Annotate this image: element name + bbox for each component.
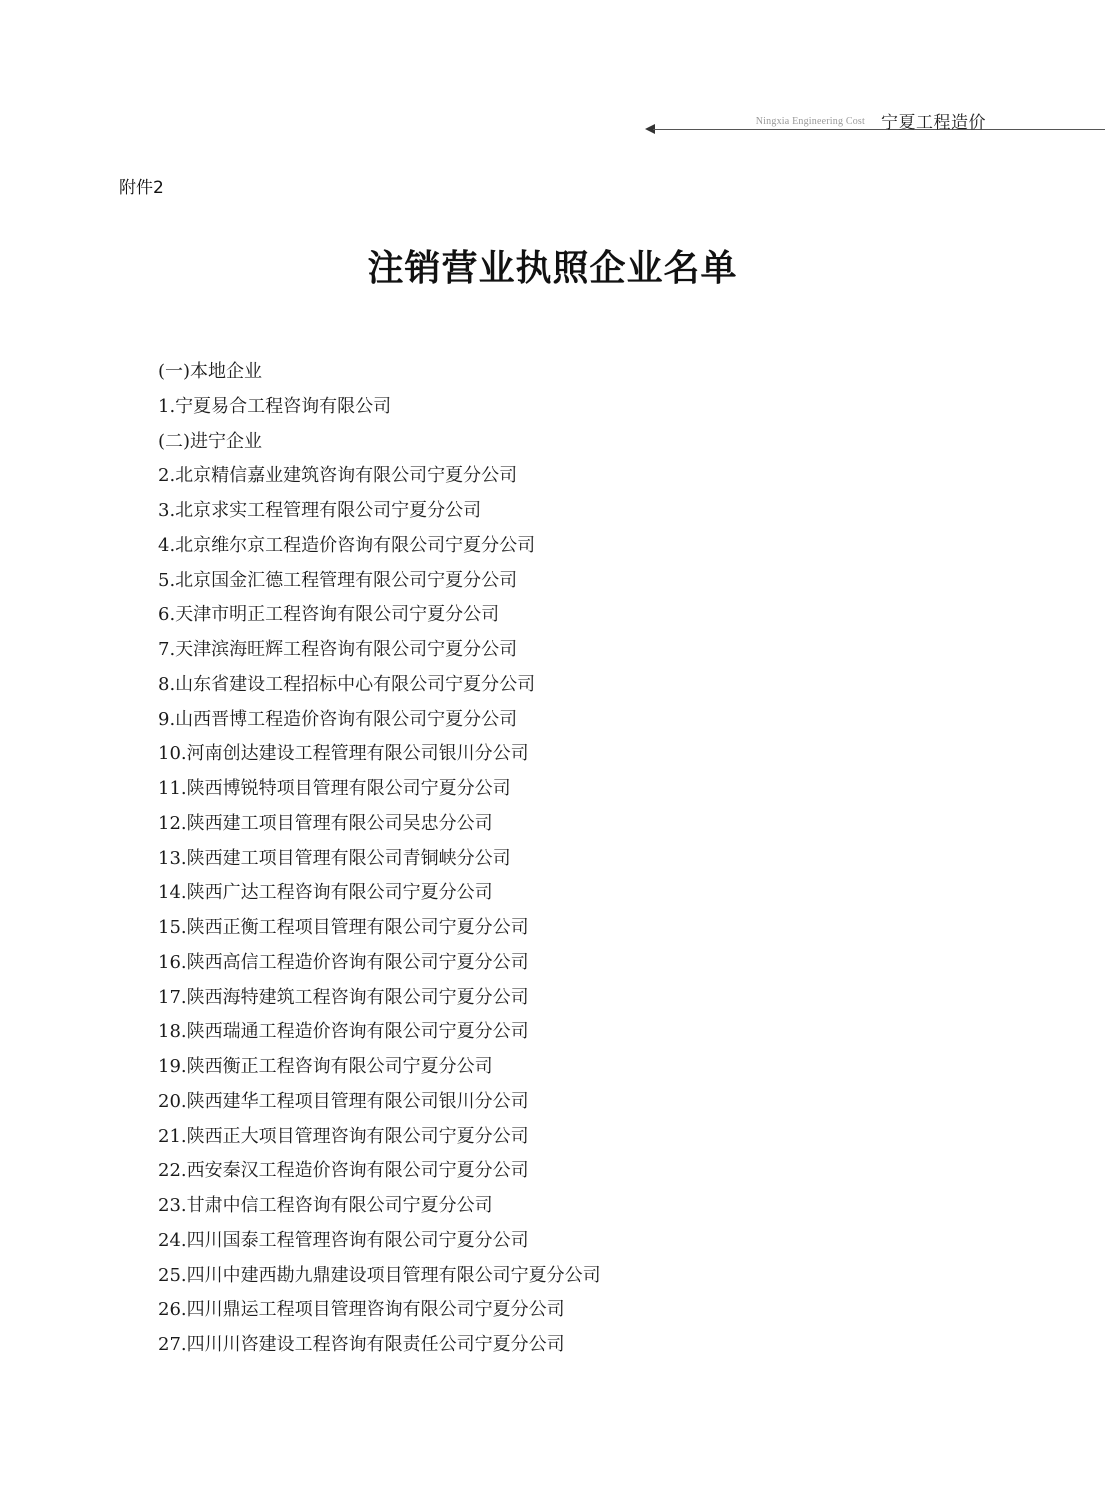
list-item: 12.陕西建工项目管理有限公司吴忠分公司 — [158, 812, 493, 834]
list-item: 1.宁夏易合工程咨询有限公司 — [158, 395, 392, 417]
list-item: 4.北京维尔京工程造价咨询有限公司宁夏分公司 — [158, 534, 536, 556]
list-item: 27.四川川咨建设工程咨询有限责任公司宁夏分公司 — [158, 1334, 565, 1355]
list-item: 13.陕西建工项目管理有限公司青铜峡分公司 — [158, 847, 511, 869]
list-item: (一)本地企业 — [158, 361, 263, 382]
company-list — [158, 355, 601, 1363]
list-item: 18.陕西瑞通工程造价咨询有限公司宁夏分公司 — [158, 1021, 529, 1043]
running-header — [645, 104, 1105, 138]
list-item: 21.陕西正大项目管理咨询有限公司宁夏分公司 — [158, 1125, 529, 1147]
list-item: 24.四川国泰工程管理咨询有限公司宁夏分公司 — [158, 1229, 529, 1251]
list-item: 11.陕西博锐特项目管理有限公司宁夏分公司 — [158, 778, 511, 799]
list-item: 5.北京国金汇德工程管理有限公司宁夏分公司 — [158, 569, 518, 591]
attachment-label: 附件2 — [119, 178, 164, 198]
header-rule — [653, 129, 1105, 130]
list-item: 10.河南创达建设工程管理有限公司银川分公司 — [158, 743, 529, 765]
list-item: 8.山东省建设工程招标中心有限公司宁夏分公司 — [158, 673, 536, 695]
header-chinese-title: 宁夏工程造价 — [881, 113, 986, 133]
list-item: 7.天津滨海旺辉工程咨询有限公司宁夏分公司 — [158, 639, 518, 660]
list-item: 17.陕西海特建筑工程咨询有限公司宁夏分公司 — [158, 986, 529, 1008]
header-english-title: Ningxia Engineering Cost — [755, 116, 865, 127]
list-item: 26.四川鼎运工程项目管理咨询有限公司宁夏分公司 — [158, 1299, 565, 1321]
list-item: 6.天津市明正工程咨询有限公司宁夏分公司 — [158, 604, 500, 626]
list-item: 14.陕西广达工程咨询有限公司宁夏分公司 — [158, 882, 493, 904]
list-item: 23.甘肃中信工程咨询有限公司宁夏分公司 — [158, 1195, 493, 1216]
list-item: 22.西安秦汉工程造价咨询有限公司宁夏分公司 — [158, 1160, 529, 1182]
list-item: 9.山西晋博工程造价咨询有限公司宁夏分公司 — [158, 708, 518, 730]
list-item: 15.陕西正衡工程项目管理有限公司宁夏分公司 — [158, 917, 529, 938]
list-item: (二)进宁企业 — [158, 430, 263, 452]
list-item: 19.陕西衡正工程咨询有限公司宁夏分公司 — [158, 1056, 493, 1077]
list-item: 20.陕西建华工程项目管理有限公司银川分公司 — [158, 1090, 529, 1112]
page-title: 注销营业执照企业名单 — [367, 247, 738, 289]
list-item: 2.北京精信嘉业建筑咨询有限公司宁夏分公司 — [158, 465, 518, 487]
list-item: 25.四川中建西勘九鼎建设项目管理有限公司宁夏分公司 — [158, 1264, 601, 1286]
list-item: 16.陕西高信工程造价咨询有限公司宁夏分公司 — [158, 951, 529, 973]
list-item: 3.北京求实工程管理有限公司宁夏分公司 — [158, 500, 482, 521]
